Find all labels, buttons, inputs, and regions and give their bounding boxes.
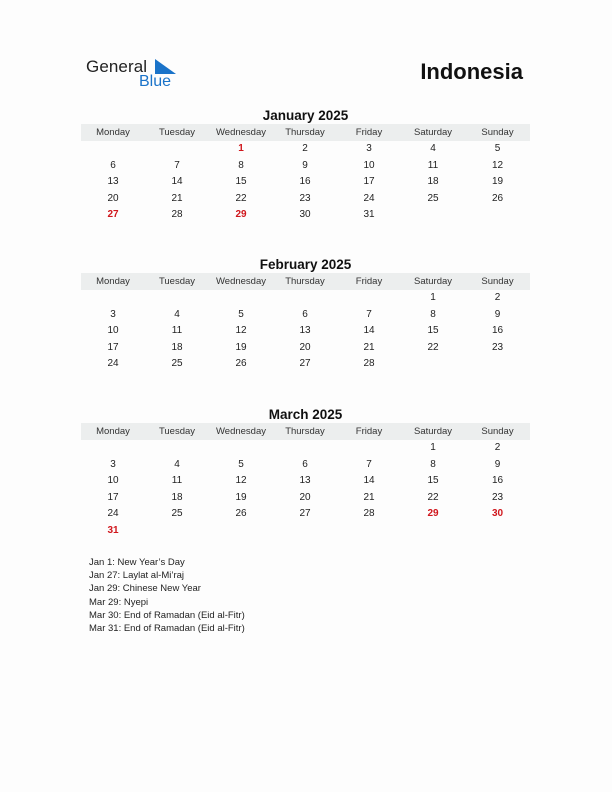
day-cell: 28 <box>171 209 183 220</box>
weekday-header <box>81 423 530 440</box>
week-row <box>81 340 530 357</box>
holiday-item: Jan 1: New Year’s Day <box>89 557 185 568</box>
day-cell: 1 <box>430 442 436 453</box>
holiday-item: Jan 27: Laylat al-Mi’raj <box>89 570 185 582</box>
day-cell: 24 <box>107 358 119 369</box>
empty-day-cell <box>145 141 209 158</box>
month-block <box>81 256 530 373</box>
empty-day-cell <box>145 440 209 457</box>
day-cell: 3 <box>110 308 116 320</box>
day-cell: 11 <box>171 475 183 486</box>
weekday-label: Thursday <box>285 276 325 287</box>
weekday-label: Saturday <box>413 426 453 437</box>
day-cell: 10 <box>107 325 119 336</box>
day-cell: 17 <box>107 341 119 353</box>
empty-day-cell <box>145 523 209 540</box>
day-cell: 26 <box>491 192 504 204</box>
day-cell: 30 <box>299 209 311 220</box>
month-title: March 2025 <box>268 407 343 422</box>
weekday-header <box>81 124 530 141</box>
day-cell: 20 <box>107 192 119 204</box>
day-cell: 4 <box>174 458 180 470</box>
empty-day-cell <box>209 523 273 540</box>
day-cell: 25 <box>171 358 183 369</box>
day-cell: 8 <box>430 308 436 320</box>
day-cell: 27 <box>299 358 311 369</box>
empty-day-cell <box>401 523 465 540</box>
day-cell: 18 <box>171 491 183 503</box>
month-block <box>81 406 530 539</box>
empty-day-cell <box>209 290 273 307</box>
empty-day-cell <box>465 356 530 373</box>
weekday-label: Tuesday <box>158 426 196 437</box>
weekday-label: Sunday <box>481 426 514 437</box>
day-cell: 20 <box>299 341 311 353</box>
logo-text-blue: Blue <box>139 73 172 90</box>
holiday-item: Mar 30: End of Ramadan (Eid al-Fitr) <box>89 609 245 621</box>
day-cell: 21 <box>363 491 375 503</box>
empty-day-cell <box>401 207 465 224</box>
day-cell: 16 <box>491 475 504 486</box>
weekday-header <box>81 273 530 290</box>
day-cell: 14 <box>363 325 375 336</box>
day-cell: 29 <box>235 209 247 220</box>
day-cell: 2 <box>494 442 501 453</box>
holiday-list <box>89 556 245 635</box>
empty-day-cell <box>273 523 337 540</box>
week-row <box>81 323 530 340</box>
day-cell: 15 <box>427 475 439 486</box>
day-cell: 16 <box>491 325 504 336</box>
day-cell: 17 <box>363 176 375 187</box>
empty-day-cell <box>145 290 209 307</box>
day-cell: 20 <box>299 491 311 503</box>
week-row <box>81 307 530 324</box>
day-cell: 26 <box>235 508 247 519</box>
day-cell: 15 <box>427 325 439 336</box>
day-cell: 21 <box>363 341 375 353</box>
day-cell: 27 <box>107 209 119 220</box>
holiday-item: Jan 29: Chinese New Year <box>89 583 201 595</box>
empty-day-cell <box>465 523 530 540</box>
day-cell: 9 <box>494 308 501 320</box>
empty-day-cell <box>273 440 337 457</box>
day-cell: 3 <box>110 458 116 470</box>
day-cell: 14 <box>363 475 375 486</box>
day-cell: 1 <box>430 292 436 303</box>
week-row <box>81 141 530 158</box>
weekday-label: Thursday <box>285 127 325 138</box>
day-cell: 11 <box>427 159 439 171</box>
week-row <box>81 523 530 540</box>
empty-day-cell <box>209 440 273 457</box>
day-cell: 1 <box>238 143 244 154</box>
week-row <box>81 490 530 507</box>
week-row <box>81 174 530 191</box>
week-row <box>81 158 530 175</box>
day-cell: 13 <box>107 176 119 187</box>
day-cell: 21 <box>171 192 183 204</box>
day-cell: 30 <box>491 508 504 519</box>
month-title: February 2025 <box>259 257 352 272</box>
day-cell: 7 <box>174 159 180 171</box>
day-cell: 22 <box>427 491 439 503</box>
day-cell: 23 <box>299 192 311 204</box>
day-cell: 22 <box>235 192 247 204</box>
day-cell: 8 <box>430 458 436 470</box>
holiday-item: Mar 31: End of Ramadan (Eid al-Fitr) <box>89 623 245 635</box>
weekday-label: Wednesday <box>216 426 266 437</box>
week-row <box>81 356 530 373</box>
generalblue-logo <box>86 57 186 93</box>
day-cell: 12 <box>235 325 247 336</box>
day-cell: 15 <box>235 176 247 187</box>
day-cell: 23 <box>491 341 504 353</box>
week-row <box>81 191 530 208</box>
day-cell: 2 <box>302 143 308 154</box>
empty-day-cell <box>337 440 401 457</box>
weekday-label: Monday <box>96 276 130 287</box>
country-title: Indonesia <box>420 59 523 84</box>
day-cell: 19 <box>491 176 504 187</box>
day-cell: 28 <box>363 358 375 369</box>
empty-day-cell <box>273 290 337 307</box>
week-row <box>81 457 530 474</box>
month-title: January 2025 <box>262 108 349 123</box>
weekday-label: Friday <box>355 426 383 437</box>
day-cell: 25 <box>171 508 183 519</box>
empty-day-cell <box>401 356 465 373</box>
day-cell: 6 <box>302 308 308 320</box>
weekday-label: Monday <box>96 426 130 437</box>
weekday-label: Tuesday <box>158 127 196 138</box>
weekday-label: Monday <box>96 127 130 138</box>
day-cell: 27 <box>299 508 311 519</box>
weekday-label: Sunday <box>481 127 514 138</box>
weekday-label: Thursday <box>285 426 325 437</box>
day-cell: 2 <box>494 292 501 303</box>
week-row <box>81 207 530 224</box>
day-cell: 24 <box>363 192 375 204</box>
day-cell: 18 <box>427 176 439 187</box>
logo-text-general: General <box>86 57 148 76</box>
day-cell: 7 <box>366 458 372 470</box>
empty-day-cell <box>81 290 145 307</box>
day-cell: 13 <box>299 325 311 336</box>
month-block <box>81 107 530 224</box>
empty-day-cell <box>337 290 401 307</box>
day-cell: 7 <box>366 308 372 320</box>
day-cell: 5 <box>494 143 501 154</box>
day-cell: 12 <box>235 475 247 486</box>
day-cell: 24 <box>107 508 119 519</box>
day-cell: 19 <box>235 341 247 353</box>
empty-day-cell <box>81 440 145 457</box>
holiday-item: Mar 29: Nyepi <box>89 596 149 608</box>
weekday-label: Friday <box>355 276 383 287</box>
day-cell: 5 <box>238 308 244 320</box>
weekday-label: Saturday <box>413 127 453 138</box>
empty-day-cell <box>337 523 401 540</box>
day-cell: 17 <box>107 491 119 503</box>
day-cell: 10 <box>363 159 375 171</box>
day-cell: 4 <box>174 308 180 320</box>
week-row <box>81 506 530 523</box>
weekday-label: Friday <box>355 127 383 138</box>
day-cell: 18 <box>171 341 183 353</box>
empty-day-cell <box>81 141 145 158</box>
day-cell: 25 <box>427 192 439 204</box>
day-cell: 26 <box>235 358 247 369</box>
day-cell: 3 <box>366 143 372 154</box>
day-cell: 9 <box>302 159 308 171</box>
day-cell: 16 <box>299 176 311 187</box>
weekday-label: Sunday <box>481 276 514 287</box>
day-cell: 14 <box>171 176 183 187</box>
day-cell: 6 <box>302 458 308 470</box>
weekday-label: Tuesday <box>158 276 196 287</box>
day-cell: 11 <box>171 325 183 336</box>
day-cell: 31 <box>107 524 119 536</box>
week-row <box>81 440 530 457</box>
day-cell: 8 <box>238 159 244 171</box>
day-cell: 29 <box>427 508 439 519</box>
day-cell: 9 <box>494 458 501 470</box>
day-cell: 10 <box>107 475 119 486</box>
weekday-label: Wednesday <box>216 127 266 138</box>
day-cell: 5 <box>238 458 244 470</box>
weekday-label: Saturday <box>413 276 453 287</box>
day-cell: 19 <box>235 491 247 503</box>
day-cell: 23 <box>491 491 504 503</box>
day-cell: 13 <box>299 475 311 486</box>
day-cell: 22 <box>427 341 439 353</box>
day-cell: 4 <box>430 143 436 154</box>
day-cell: 31 <box>363 209 375 220</box>
weekday-label: Wednesday <box>216 276 266 287</box>
empty-day-cell <box>465 207 530 224</box>
day-cell: 12 <box>491 159 504 171</box>
week-row <box>81 290 530 307</box>
day-cell: 28 <box>363 508 375 519</box>
week-row <box>81 473 530 490</box>
day-cell: 6 <box>110 159 116 171</box>
